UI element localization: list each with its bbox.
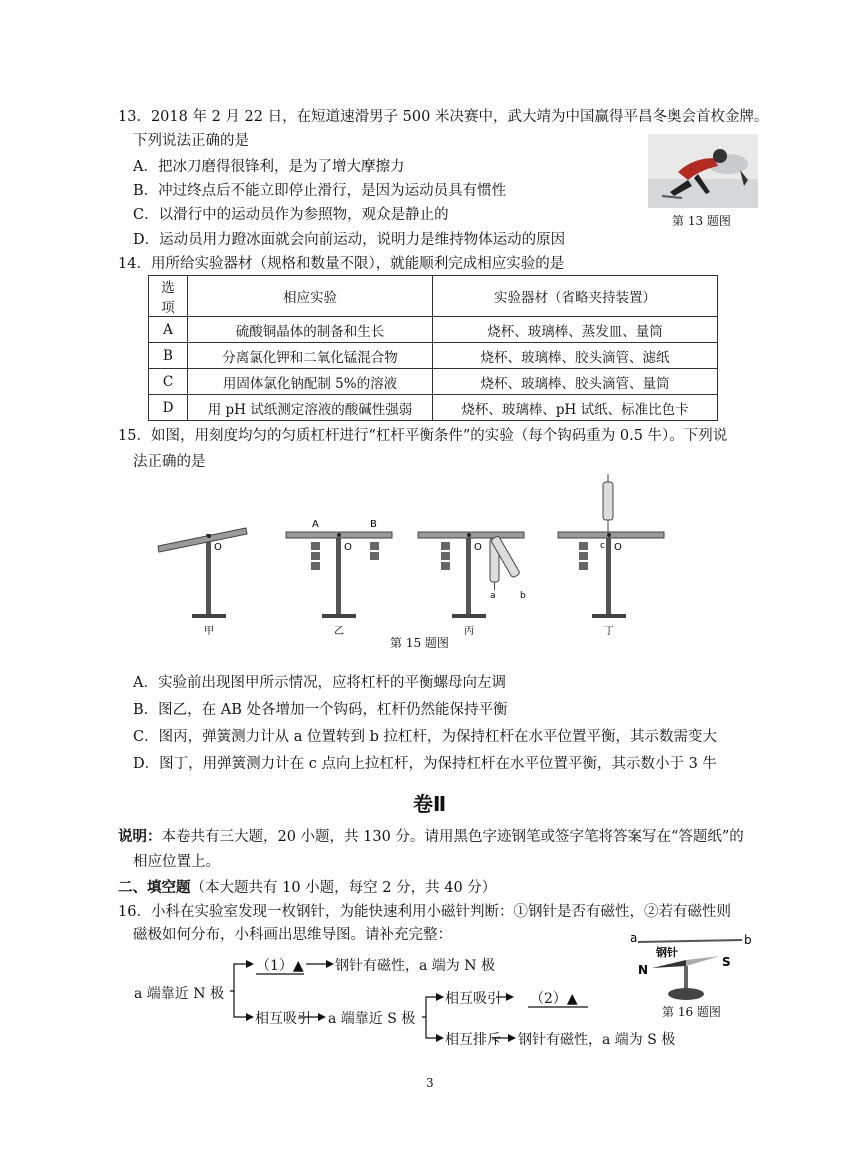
table-cell: 硫酸铜晶体的制备和生长 [188,317,433,343]
q13-option-d: D．运动员用力蹬冰面就会向前运动，说明力是维持物体运动的原因 [133,232,566,248]
note-label: 说明： [118,828,162,845]
table-cell: B [149,343,188,369]
q15-option-a: A．实验前出现图甲所示情况，应将杠杆的平衡螺母向左调 [133,675,506,691]
q13-option-c: C．以滑行中的运动员作为参照物，观众是静止的 [133,207,449,223]
map-root: a 端靠近 N 极 [134,986,224,1002]
q16-stem-line1: 16．小科在实验室发现一枚钢针，为能快速利用小磁针判断：①钢针是否有磁性，②若有磁性则 [118,904,731,920]
q15-stem-line1: 15．如图，用刻度均匀的匀质杠杆进行“杠杆平衡条件”的实验（每个钩码重为 0.5 牛）。下列说 [118,428,728,444]
q15-option-c: C．图丙，弹簧测力计从 a 位置转到 b 拉杠杆，为保持杠杆在水平位置平衡，其示数需变大 [133,729,717,745]
q13-option-a: A．把冰刀磨得很锋利，是为了增大摩擦力 [133,159,405,175]
map-step-2: a 端靠近 S 极 [328,1011,416,1027]
lever-figure-ding [558,474,664,637]
table-cell: 用固体氯化钠配制 5%的溶液 [188,369,433,395]
table-cell: A [149,317,188,343]
label-o: O [214,542,222,553]
note-text-line1: 本卷共有三大题，20 小题，共 130 分。请用黑色字迹钢笔或签字笔将答案写在“答题纸”的 [161,829,744,845]
label-s: S [722,955,731,969]
table-cell: 分离氯化钾和二氧化锰混合物 [188,343,433,369]
lever-figures [150,472,690,652]
table-cell: C [149,369,188,395]
label-b: b [520,591,526,601]
table-cell: 用 pH 试纸测定溶液的酸碱性强弱 [188,395,433,421]
table-header-cell: 相应实验 [188,276,433,317]
part2-label: 二、填空题 [118,879,191,896]
q15-option-d: D．图丁，用弹簧测力计在 c 点向上拉杠杆，为保持杠杆在水平位置平衡，其示数小于 3 牛 [133,756,717,772]
skater-photo [648,134,758,208]
q15-figure-caption: 第 15 题图 [390,636,449,650]
label-c: c [600,541,605,551]
label-a: a [490,591,496,601]
label-a-upper: A [312,519,319,530]
table-cell: 烧杯、玻璃棒、蒸发皿、量筒 [433,317,718,343]
table-cell: 烧杯、玻璃棒、胶头滴管、滤纸 [433,343,718,369]
map-result-2: 钢针有磁性，a 端为 S 极 [518,1032,676,1048]
table-cell: 烧杯、玻璃棒、胶头滴管、量筒 [433,369,718,395]
label-o: O [344,542,352,553]
map-blank-1: （1）▲ [256,958,304,974]
q14-table [148,275,718,421]
table-header-cell: 选项 [149,276,188,317]
fig-label-yi: 乙 [334,626,344,637]
map-attract: 相互吸引 [445,991,501,1007]
table-row [149,395,718,421]
lever-figure-yi [286,519,392,637]
map-branch-attract: 相互吸引 [255,1011,311,1027]
fig-label-ding: 丁 [604,626,614,637]
q15-stem-line2: 法正确的是 [133,454,206,470]
q13-stem-line2: 下列说法正确的是 [133,133,249,149]
table-row [149,369,718,395]
label-o: O [474,542,482,553]
q14-stem: 14．用所给实验器材（规格和数量不限），就能顺利完成相应实验的是 [118,256,565,272]
q16-figure-caption: 第 16 题图 [662,1005,721,1019]
page-number: 3 [426,1076,434,1090]
label-needle: 钢针 [656,946,678,959]
label-b: b [744,933,752,947]
part2-desc: （本大题共有 10 小题，每空 2 分，共 40 分） [190,880,497,896]
compass-needle-figure [626,926,756,1010]
table-row [149,343,718,369]
q13-stem-line1: 13．2018 年 2 月 22 日，在短道速滑男子 500 米决赛中，武大靖为中国赢得平昌冬奥会首枚金牌。 [118,109,769,125]
q15-option-b: B．图乙，在 AB 处各增加一个钩码，杠杆仍然能保持平衡 [133,702,508,718]
fig-label-bing: 丙 [464,626,474,637]
label-b-upper: B [370,519,377,530]
label-a: a [630,931,638,945]
fig-label-jia: 甲 [204,626,214,637]
label-o: O [614,542,622,553]
q13-option-b: B．冲过终点后不能立即停止滑行，是因为运动员具有惯性 [133,183,507,199]
map-blank-2: （2）▲ [530,991,578,1007]
map-repel: 相互排斥 [445,1032,501,1048]
table-cell: D [149,395,188,421]
lever-figure-jia [158,528,247,637]
map-result-1: 钢针有磁性，a 端为 N 极 [335,958,495,974]
q13-figure-caption: 第 13 题图 [672,214,731,228]
table-header-cell: 实验器材（省略夹持装置） [433,276,718,317]
section-title: 卷Ⅱ [413,792,447,816]
lever-figure-bing [418,532,526,637]
table-header-row [149,276,718,317]
note-text-line2: 相应位置上。 [133,854,220,870]
label-n: N [638,963,649,977]
table-row [149,317,718,343]
table-cell: 烧杯、玻璃棒、pH 试纸、标准比色卡 [433,395,718,421]
q16-stem-line2: 磁极如何分布，小科画出思维导图。请补充完整： [133,927,452,943]
